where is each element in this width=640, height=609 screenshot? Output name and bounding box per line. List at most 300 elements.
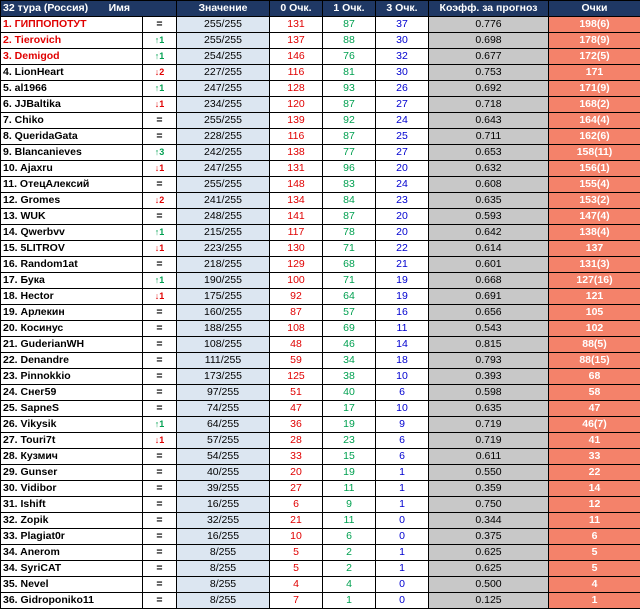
points-cell: 137 <box>549 241 640 257</box>
one-point-cell: 9 <box>323 497 376 513</box>
coef-cell: 0.692 <box>429 81 549 97</box>
table-row <box>1 481 640 497</box>
table-body <box>1 17 640 609</box>
zero-points-cell: 120 <box>270 97 323 113</box>
points-cell: 155(4) <box>549 177 640 193</box>
coef-cell: 0.632 <box>429 161 549 177</box>
one-point-cell: 11 <box>323 481 376 497</box>
name: 13. WUK <box>1 209 143 225</box>
name: 4. LionHeart <box>1 65 143 81</box>
name: 16. Random1at <box>1 257 143 273</box>
value-cell: 8/255 <box>177 545 270 561</box>
coef-cell: 0.691 <box>429 289 549 305</box>
three-points-cell: 16 <box>376 305 429 321</box>
name: 17. Бука <box>1 273 143 289</box>
table-row <box>1 321 640 337</box>
one-point-cell: 15 <box>323 449 376 465</box>
three-points-cell: 32 <box>376 49 429 65</box>
one-point-cell: 46 <box>323 337 376 353</box>
zero-points-cell: 36 <box>270 417 323 433</box>
rank-change: = <box>143 449 177 465</box>
three-points-cell: 9 <box>376 417 429 433</box>
coef-cell: 0.643 <box>429 113 549 129</box>
coef-cell: 0.500 <box>429 577 549 593</box>
header-value: Значение <box>177 1 270 17</box>
table-row <box>1 161 640 177</box>
rank-change: ↑3 <box>143 145 177 161</box>
three-points-cell: 19 <box>376 273 429 289</box>
coef-cell: 0.611 <box>429 449 549 465</box>
rank-change: = <box>143 337 177 353</box>
value-cell: 108/255 <box>177 337 270 353</box>
value-cell: 241/255 <box>177 193 270 209</box>
table-row <box>1 369 640 385</box>
points-cell: 158(11) <box>549 145 640 161</box>
rank-change: = <box>143 353 177 369</box>
coef-cell: 0.344 <box>429 513 549 529</box>
rank-change: = <box>143 385 177 401</box>
table-row <box>1 529 640 545</box>
coef-cell: 0.614 <box>429 241 549 257</box>
zero-points-cell: 92 <box>270 289 323 305</box>
one-point-cell: 81 <box>323 65 376 81</box>
name: 35. Nevel <box>1 577 143 593</box>
rank-change: = <box>143 129 177 145</box>
value-cell: 255/255 <box>177 17 270 33</box>
one-point-cell: 76 <box>323 49 376 65</box>
coef-cell: 0.698 <box>429 33 549 49</box>
three-points-cell: 20 <box>376 161 429 177</box>
rank-change: = <box>143 401 177 417</box>
points-cell: 168(2) <box>549 97 640 113</box>
rank-change: = <box>143 321 177 337</box>
three-points-cell: 1 <box>376 545 429 561</box>
name: 23. Pinnokkio <box>1 369 143 385</box>
points-cell: 88(5) <box>549 337 640 353</box>
value-cell: 255/255 <box>177 33 270 49</box>
value-cell: 160/255 <box>177 305 270 321</box>
one-point-cell: 71 <box>323 273 376 289</box>
value-cell: 32/255 <box>177 513 270 529</box>
three-points-cell: 27 <box>376 145 429 161</box>
coef-cell: 0.793 <box>429 353 549 369</box>
one-point-cell: 64 <box>323 289 376 305</box>
one-point-cell: 87 <box>323 97 376 113</box>
zero-points-cell: 87 <box>270 305 323 321</box>
value-cell: 74/255 <box>177 401 270 417</box>
header-row <box>1 1 640 17</box>
name: 27. Touri7t <box>1 433 143 449</box>
zero-points-cell: 128 <box>270 81 323 97</box>
one-point-cell: 71 <box>323 241 376 257</box>
points-cell: 172(5) <box>549 49 640 65</box>
one-point-cell: 83 <box>323 177 376 193</box>
points-cell: 22 <box>549 465 640 481</box>
one-point-cell: 1 <box>323 593 376 609</box>
rank-change: ↑1 <box>143 33 177 49</box>
zero-points-cell: 146 <box>270 49 323 65</box>
table-row <box>1 97 640 113</box>
one-point-cell: 88 <box>323 33 376 49</box>
table-row <box>1 145 640 161</box>
points-cell: 47 <box>549 401 640 417</box>
points-cell: 12 <box>549 497 640 513</box>
one-point-cell: 87 <box>323 17 376 33</box>
coef-cell: 0.393 <box>429 369 549 385</box>
zero-points-cell: 6 <box>270 497 323 513</box>
rank-change: = <box>143 529 177 545</box>
three-points-cell: 20 <box>376 209 429 225</box>
table-row <box>1 449 640 465</box>
rank-change: = <box>143 497 177 513</box>
coef-cell: 0.719 <box>429 433 549 449</box>
zero-points-cell: 138 <box>270 145 323 161</box>
coef-cell: 0.625 <box>429 561 549 577</box>
zero-points-cell: 108 <box>270 321 323 337</box>
points-cell: 131(3) <box>549 257 640 273</box>
points-cell: 33 <box>549 449 640 465</box>
one-point-cell: 92 <box>323 113 376 129</box>
name: 34. Anerom <box>1 545 143 561</box>
name: 22. Denandre <box>1 353 143 369</box>
name: 21. GuderianWH <box>1 337 143 353</box>
three-points-cell: 0 <box>376 529 429 545</box>
zero-points-cell: 134 <box>270 193 323 209</box>
rank-change: ↑1 <box>143 81 177 97</box>
rank-change: ↑1 <box>143 49 177 65</box>
rank-change: = <box>143 465 177 481</box>
table-row <box>1 305 640 321</box>
three-points-cell: 0 <box>376 513 429 529</box>
zero-points-cell: 59 <box>270 353 323 369</box>
name: 9. Blancanieves <box>1 145 143 161</box>
rank-change: ↓1 <box>143 433 177 449</box>
table-row <box>1 497 640 513</box>
one-point-cell: 77 <box>323 145 376 161</box>
table-row <box>1 593 640 609</box>
table-row <box>1 417 640 433</box>
zero-points-cell: 129 <box>270 257 323 273</box>
header-three: 3 Очк. <box>376 1 429 17</box>
rank-change: = <box>143 369 177 385</box>
one-point-cell: 4 <box>323 577 376 593</box>
value-cell: 8/255 <box>177 593 270 609</box>
name: 14. Qwerbvv <box>1 225 143 241</box>
coef-cell: 0.593 <box>429 209 549 225</box>
one-point-cell: 19 <box>323 465 376 481</box>
rank-change: ↓2 <box>143 193 177 209</box>
rank-change: ↓1 <box>143 161 177 177</box>
zero-points-cell: 5 <box>270 545 323 561</box>
table-row <box>1 385 640 401</box>
zero-points-cell: 5 <box>270 561 323 577</box>
value-cell: 215/255 <box>177 225 270 241</box>
value-cell: 247/255 <box>177 161 270 177</box>
name: 28. Кузмич <box>1 449 143 465</box>
one-point-cell: 23 <box>323 433 376 449</box>
table-row <box>1 81 640 97</box>
points-cell: 153(2) <box>549 193 640 209</box>
coef-cell: 0.711 <box>429 129 549 145</box>
value-cell: 57/255 <box>177 433 270 449</box>
rank-change: ↑1 <box>143 417 177 433</box>
coef-cell: 0.753 <box>429 65 549 81</box>
zero-points-cell: 51 <box>270 385 323 401</box>
header-coef: Коэфф. за прогноз <box>429 1 549 17</box>
rank-change: = <box>143 305 177 321</box>
three-points-cell: 18 <box>376 353 429 369</box>
value-cell: 175/255 <box>177 289 270 305</box>
rank-change: ↓1 <box>143 289 177 305</box>
one-point-cell: 57 <box>323 305 376 321</box>
table-row <box>1 289 640 305</box>
table-row <box>1 577 640 593</box>
points-cell: 102 <box>549 321 640 337</box>
zero-points-cell: 7 <box>270 593 323 609</box>
three-points-cell: 37 <box>376 17 429 33</box>
table-row <box>1 33 640 49</box>
three-points-cell: 0 <box>376 593 429 609</box>
rank-change: = <box>143 257 177 273</box>
coef-cell: 0.635 <box>429 401 549 417</box>
three-points-cell: 6 <box>376 433 429 449</box>
one-point-cell: 2 <box>323 561 376 577</box>
three-points-cell: 30 <box>376 65 429 81</box>
table-row <box>1 129 640 145</box>
name: 10. Ajaxru <box>1 161 143 177</box>
value-cell: 111/255 <box>177 353 270 369</box>
name: 11. ОтецАлексий <box>1 177 143 193</box>
name: 36. Gidroponiko11 <box>1 593 143 609</box>
points-cell: 88(15) <box>549 353 640 369</box>
points-cell: 14 <box>549 481 640 497</box>
value-cell: 188/255 <box>177 321 270 337</box>
three-points-cell: 10 <box>376 369 429 385</box>
header-one: 1 Очк. <box>323 1 376 17</box>
one-point-cell: 69 <box>323 321 376 337</box>
three-points-cell: 24 <box>376 113 429 129</box>
value-cell: 8/255 <box>177 577 270 593</box>
zero-points-cell: 21 <box>270 513 323 529</box>
points-cell: 138(4) <box>549 225 640 241</box>
points-cell: 147(4) <box>549 209 640 225</box>
points-cell: 5 <box>549 561 640 577</box>
name: 26. Vikysik <box>1 417 143 433</box>
one-point-cell: 2 <box>323 545 376 561</box>
table-row <box>1 241 640 257</box>
value-cell: 228/255 <box>177 129 270 145</box>
name: 20. Косинус <box>1 321 143 337</box>
three-points-cell: 19 <box>376 289 429 305</box>
table-row <box>1 465 640 481</box>
table-row <box>1 433 640 449</box>
three-points-cell: 27 <box>376 97 429 113</box>
three-points-cell: 30 <box>376 33 429 49</box>
points-cell: 121 <box>549 289 640 305</box>
name: 29. Gunser <box>1 465 143 481</box>
value-cell: 8/255 <box>177 561 270 577</box>
one-point-cell: 68 <box>323 257 376 273</box>
rank-change: ↓2 <box>143 65 177 81</box>
points-cell: 1 <box>549 593 640 609</box>
rank-change: ↓1 <box>143 241 177 257</box>
zero-points-cell: 141 <box>270 209 323 225</box>
coef-cell: 0.625 <box>429 545 549 561</box>
points-cell: 41 <box>549 433 640 449</box>
zero-points-cell: 10 <box>270 529 323 545</box>
zero-points-cell: 4 <box>270 577 323 593</box>
coef-cell: 0.718 <box>429 97 549 113</box>
name: 30. Vidibor <box>1 481 143 497</box>
value-cell: 227/255 <box>177 65 270 81</box>
rank-change: = <box>143 481 177 497</box>
name: 32. Zopik <box>1 513 143 529</box>
one-point-cell: 38 <box>323 369 376 385</box>
table-row <box>1 225 640 241</box>
three-points-cell: 21 <box>376 257 429 273</box>
value-cell: 173/255 <box>177 369 270 385</box>
one-point-cell: 19 <box>323 417 376 433</box>
header-zero: 0 Очк. <box>270 1 323 17</box>
zero-points-cell: 28 <box>270 433 323 449</box>
name: 5. al1966 <box>1 81 143 97</box>
table-row <box>1 513 640 529</box>
points-cell: 198(6) <box>549 17 640 33</box>
three-points-cell: 1 <box>376 497 429 513</box>
three-points-cell: 20 <box>376 225 429 241</box>
value-cell: 234/255 <box>177 97 270 113</box>
value-cell: 218/255 <box>177 257 270 273</box>
value-cell: 223/255 <box>177 241 270 257</box>
zero-points-cell: 131 <box>270 161 323 177</box>
zero-points-cell: 117 <box>270 225 323 241</box>
value-cell: 247/255 <box>177 81 270 97</box>
points-cell: 5 <box>549 545 640 561</box>
header-name-label: Имя <box>109 2 130 14</box>
zero-points-cell: 33 <box>270 449 323 465</box>
value-cell: 255/255 <box>177 113 270 129</box>
name: 31. Ishift <box>1 497 143 513</box>
rank-change: = <box>143 545 177 561</box>
coef-cell: 0.750 <box>429 497 549 513</box>
coef-cell: 0.608 <box>429 177 549 193</box>
one-point-cell: 78 <box>323 225 376 241</box>
points-cell: 171 <box>549 65 640 81</box>
points-cell: 4 <box>549 577 640 593</box>
three-points-cell: 1 <box>376 481 429 497</box>
coef-cell: 0.125 <box>429 593 549 609</box>
coef-cell: 0.668 <box>429 273 549 289</box>
zero-points-cell: 48 <box>270 337 323 353</box>
name: 12. Gromes <box>1 193 143 209</box>
coef-cell: 0.677 <box>429 49 549 65</box>
coef-cell: 0.776 <box>429 17 549 33</box>
one-point-cell: 93 <box>323 81 376 97</box>
three-points-cell: 6 <box>376 385 429 401</box>
name: 24. Снег59 <box>1 385 143 401</box>
coef-cell: 0.601 <box>429 257 549 273</box>
value-cell: 16/255 <box>177 529 270 545</box>
value-cell: 16/255 <box>177 497 270 513</box>
rank-change: = <box>143 513 177 529</box>
name: 33. Plagiat0r <box>1 529 143 545</box>
one-point-cell: 87 <box>323 129 376 145</box>
rank-change: = <box>143 113 177 129</box>
name: 2. Tierovich <box>1 33 143 49</box>
table-row <box>1 545 640 561</box>
zero-points-cell: 131 <box>270 17 323 33</box>
value-cell: 97/255 <box>177 385 270 401</box>
points-cell: 58 <box>549 385 640 401</box>
points-cell: 178(9) <box>549 33 640 49</box>
name: 25. SapneS <box>1 401 143 417</box>
zero-points-cell: 20 <box>270 465 323 481</box>
table-row <box>1 337 640 353</box>
zero-points-cell: 137 <box>270 33 323 49</box>
value-cell: 40/255 <box>177 465 270 481</box>
three-points-cell: 1 <box>376 561 429 577</box>
name: 15. 5LITROV <box>1 241 143 257</box>
coef-cell: 0.719 <box>429 417 549 433</box>
three-points-cell: 10 <box>376 401 429 417</box>
rank-change: = <box>143 17 177 33</box>
name: 19. Арлекин <box>1 305 143 321</box>
table-row <box>1 209 640 225</box>
name: 34. SyriCAT <box>1 561 143 577</box>
value-cell: 255/255 <box>177 177 270 193</box>
zero-points-cell: 125 <box>270 369 323 385</box>
one-point-cell: 17 <box>323 401 376 417</box>
points-cell: 127(16) <box>549 273 640 289</box>
zero-points-cell: 130 <box>270 241 323 257</box>
three-points-cell: 22 <box>376 241 429 257</box>
table-row <box>1 113 640 129</box>
one-point-cell: 34 <box>323 353 376 369</box>
rank-change: = <box>143 593 177 609</box>
one-point-cell: 84 <box>323 193 376 209</box>
value-cell: 254/255 <box>177 49 270 65</box>
rank-change: = <box>143 209 177 225</box>
rank-change: ↓1 <box>143 97 177 113</box>
three-points-cell: 14 <box>376 337 429 353</box>
coef-cell: 0.656 <box>429 305 549 321</box>
zero-points-cell: 139 <box>270 113 323 129</box>
table-row <box>1 17 640 33</box>
three-points-cell: 24 <box>376 177 429 193</box>
name: 8. QueridaGata <box>1 129 143 145</box>
table-row <box>1 273 640 289</box>
coef-cell: 0.642 <box>429 225 549 241</box>
table-row <box>1 561 640 577</box>
points-cell: 68 <box>549 369 640 385</box>
value-cell: 190/255 <box>177 273 270 289</box>
rank-change: ↑1 <box>143 225 177 241</box>
points-cell: 164(4) <box>549 113 640 129</box>
one-point-cell: 11 <box>323 513 376 529</box>
zero-points-cell: 116 <box>270 129 323 145</box>
zero-points-cell: 100 <box>270 273 323 289</box>
rank-change: = <box>143 177 177 193</box>
points-cell: 6 <box>549 529 640 545</box>
points-cell: 46(7) <box>549 417 640 433</box>
header-name <box>1 1 177 17</box>
one-point-cell: 40 <box>323 385 376 401</box>
one-point-cell: 87 <box>323 209 376 225</box>
zero-points-cell: 47 <box>270 401 323 417</box>
three-points-cell: 0 <box>376 577 429 593</box>
coef-cell: 0.359 <box>429 481 549 497</box>
value-cell: 64/255 <box>177 417 270 433</box>
